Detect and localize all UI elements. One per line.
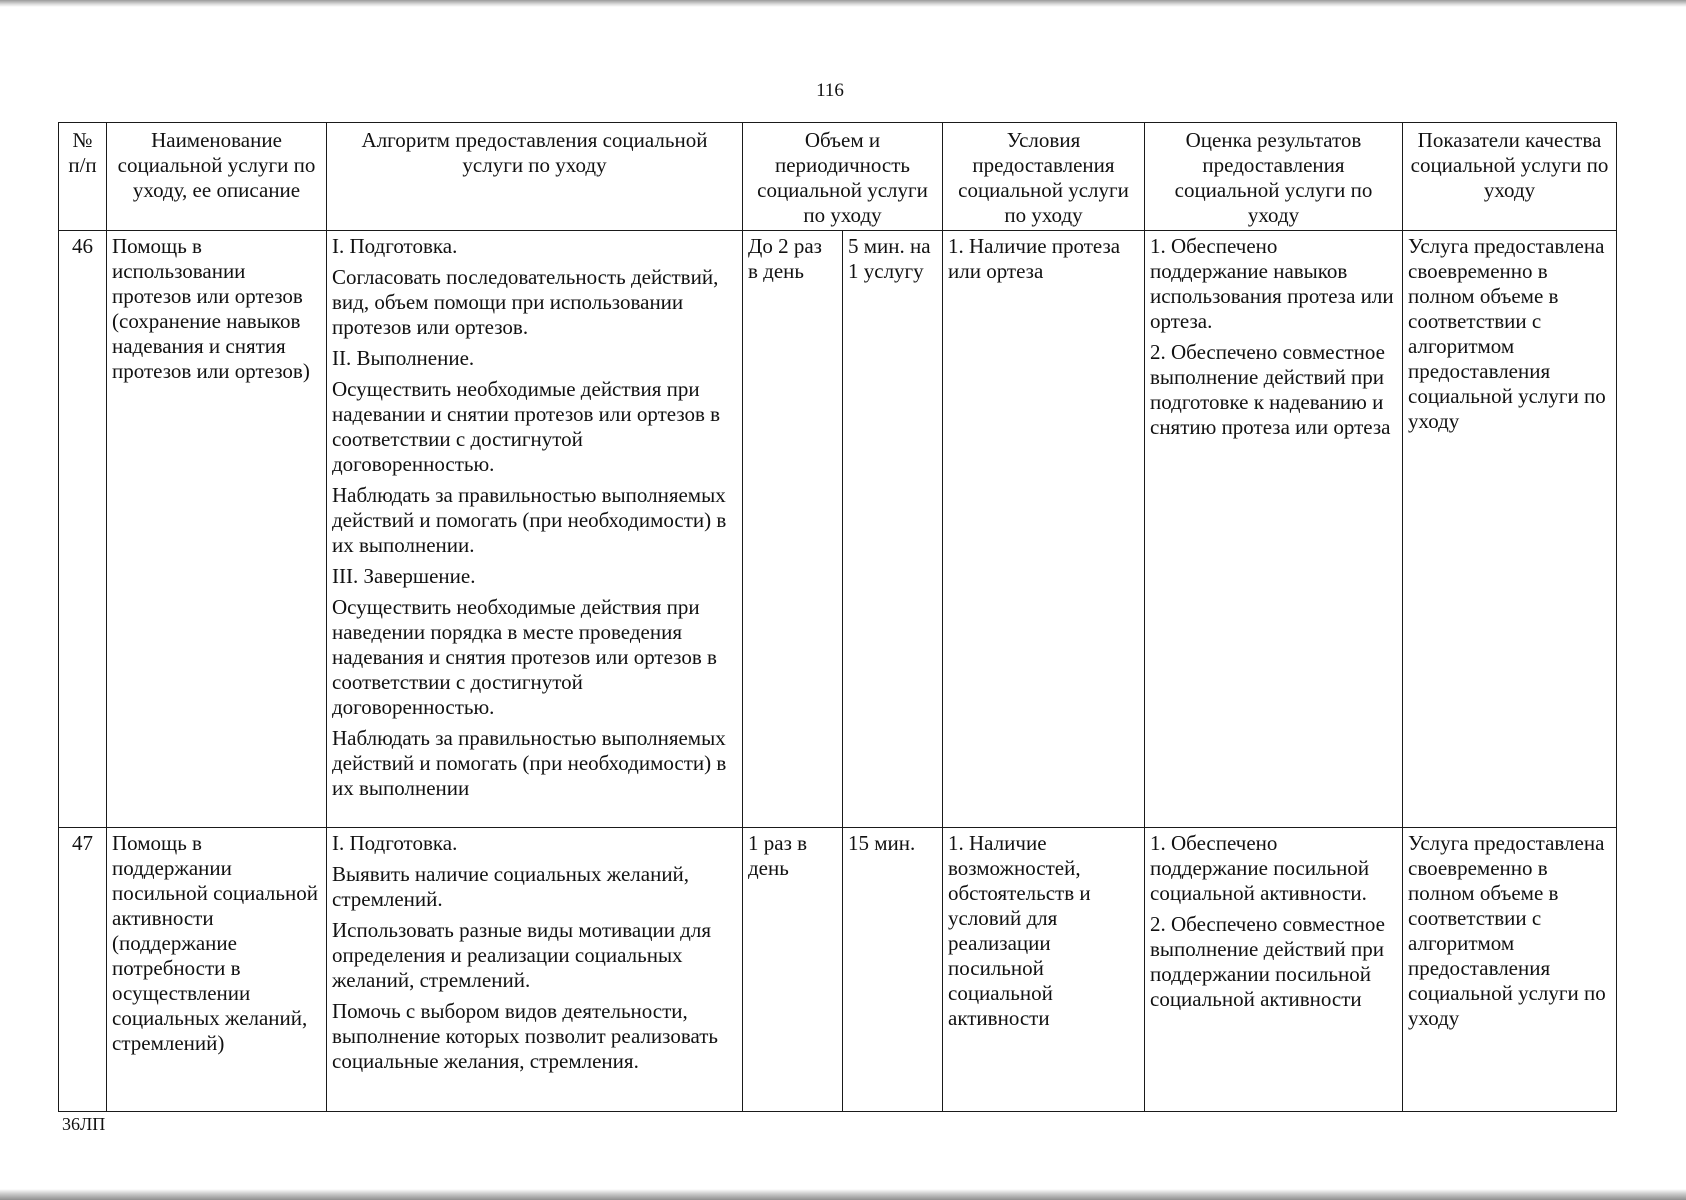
algorithm-step: I. Подготовка. xyxy=(332,234,458,258)
service-duration: 15 мин. xyxy=(843,828,943,1112)
services-table xyxy=(58,122,1617,1112)
algorithm-step: II. Выполнение. xyxy=(332,346,475,370)
algorithm-step: Выявить наличие социальных желаний, стремлений. xyxy=(332,862,690,911)
evaluation-item: 2. Обеспечено совместное выполнение действий при подготовке к надеванию и снятию протеза или ортеза xyxy=(1150,340,1391,439)
algorithm-step: Согласовать последовательность действий, вид, объем помощи при использовании протезов или ортезов. xyxy=(332,265,719,339)
algorithm-step: Осуществить необходимые действия при надевании и снятии протезов или ортезов в соответствии с достигнутой договоренностью. xyxy=(332,377,721,476)
service-name: Помощь в поддержании посильной социальной активности (поддержание потребности в осуществлении социальных желаний, стремлений) xyxy=(107,828,327,1112)
service-algorithm xyxy=(327,231,743,828)
evaluation-item: 1. Обеспечено поддержание навыков использования протеза или ортеза. xyxy=(1150,234,1394,333)
footer-code: 36ЛП xyxy=(62,1114,106,1134)
page-number: 116 xyxy=(816,80,844,101)
algorithm-step: Осуществить необходимые действия при наведении порядка в месте проведения надевания и снятия протезов или ортезов в соответствии с достигнутой договоренностью. xyxy=(332,595,717,719)
service-algorithm xyxy=(327,828,743,1112)
row-number: 46 xyxy=(59,231,107,828)
table-row xyxy=(59,231,1617,828)
service-evaluation xyxy=(1145,231,1403,828)
evaluation-item: 2. Обеспечено совместное выполнение действий при поддержании посильной социальной активности xyxy=(1150,912,1385,1011)
table-header-row xyxy=(59,123,1617,231)
service-conditions: 1. Наличие протеза или ортеза xyxy=(943,231,1145,828)
evaluation-item: 1. Обеспечено поддержание посильной социальной активности. xyxy=(1150,831,1370,905)
scan-edge-top xyxy=(0,0,1686,7)
row-number: 47 xyxy=(59,828,107,1112)
header-quality: Показатели качества социальной услуги по уходу xyxy=(1403,123,1617,231)
algorithm-step: Использовать разные виды мотивации для определения и реализации социальных желаний, стремлений. xyxy=(332,918,712,992)
algorithm-step: Наблюдать за правильностью выполняемых действий и помогать (при необходимости) в их выполнении xyxy=(332,726,727,800)
table-row xyxy=(59,828,1617,1112)
service-frequency: 1 раз в день xyxy=(743,828,843,1112)
scan-edge-bottom xyxy=(0,1189,1686,1200)
header-name: Наименование социальной услуги по уходу, ее описание xyxy=(107,123,327,231)
service-frequency: До 2 раз в день xyxy=(743,231,843,828)
algorithm-step: Наблюдать за правильностью выполняемых действий и помогать (при необходимости) в их выполнении. xyxy=(332,483,727,557)
header-evaluation: Оценка результатов предоставления социальной услуги по уходу xyxy=(1145,123,1403,231)
service-duration: 5 мин. на 1 услугу xyxy=(843,231,943,828)
algorithm-step: III. Завершение. xyxy=(332,564,476,588)
algorithm-step: I. Подготовка. xyxy=(332,831,458,855)
algorithm-step: Помочь с выбором видов деятельности, выполнение которых позволит реализовать социальные желания, стремления. xyxy=(332,999,719,1073)
header-algorithm: Алгоритм предоставления социальной услуги по уходу xyxy=(327,123,743,231)
header-num: № п/п xyxy=(59,123,107,231)
service-quality: Услуга предоставлена своевременно в полном объеме в соответствии с алгоритмом предоставления социальной услуги по уходу xyxy=(1403,231,1617,828)
service-quality: Услуга предоставлена своевременно в полном объеме в соответствии с алгоритмом предоставления социальной услуги по уходу xyxy=(1403,828,1617,1112)
header-conditions: Условия предоставления социальной услуги по уходу xyxy=(943,123,1145,231)
service-name: Помощь в использовании протезов или ортезов (сохранение навыков надевания и снятия протезов или ортезов) xyxy=(107,231,327,828)
header-volume: Объем и периодичность социальной услуги по уходу xyxy=(743,123,943,231)
service-evaluation xyxy=(1145,828,1403,1112)
service-conditions: 1. Наличие возможностей, обстоятельств и условий для реализации посильной социальной активности xyxy=(943,828,1145,1112)
